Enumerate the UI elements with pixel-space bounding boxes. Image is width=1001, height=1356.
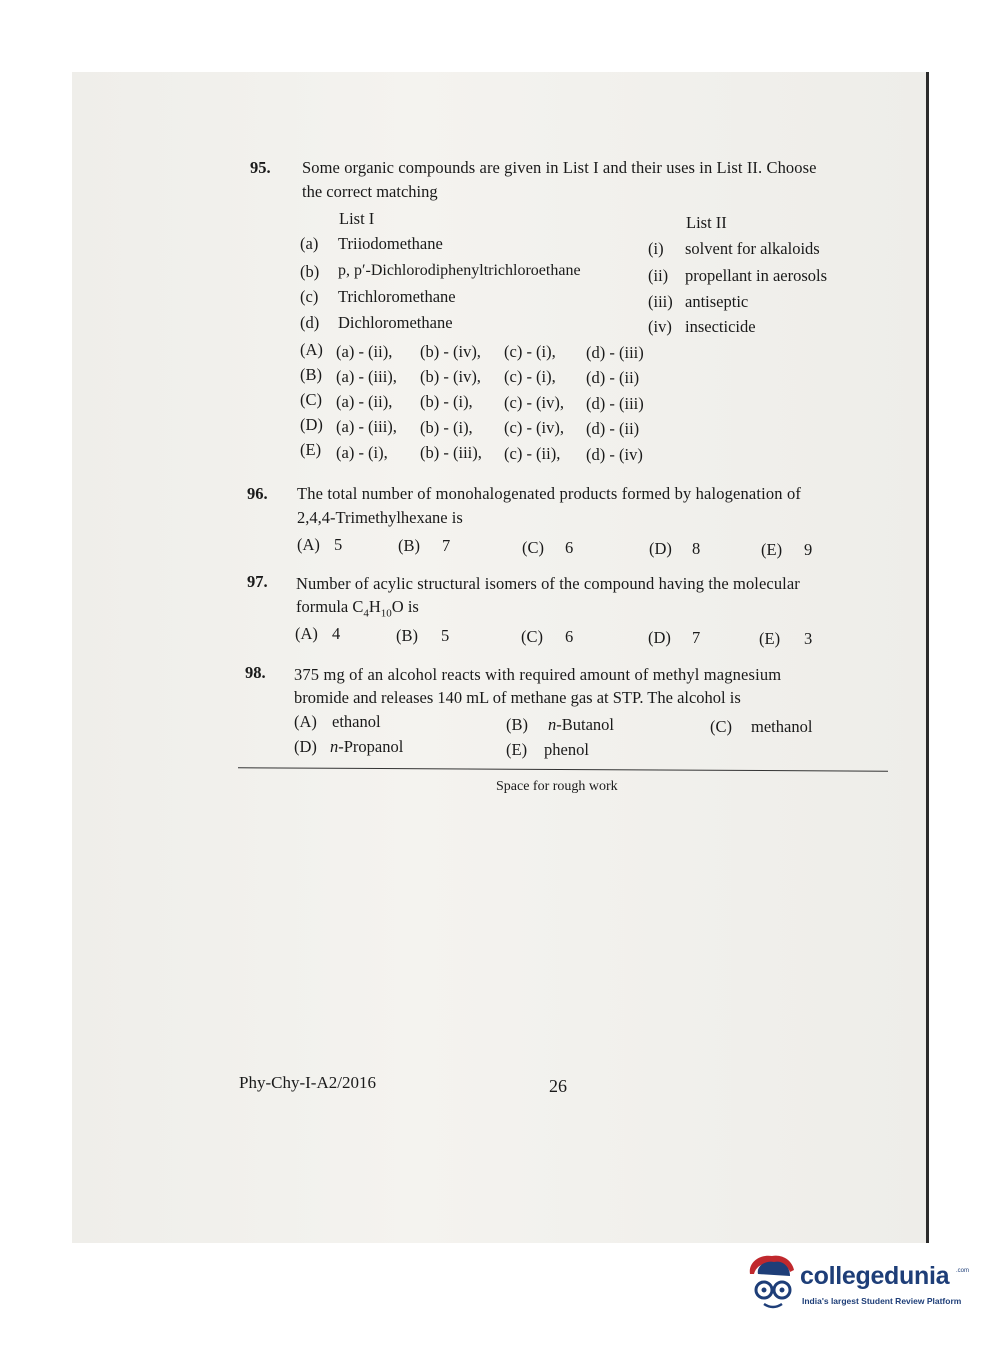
option-label: (E) — [506, 740, 528, 759]
option-pair: (c) - (iv), — [504, 418, 565, 437]
logo-wordmark: collegedunia — [800, 1262, 950, 1290]
option-value: ethanol — [332, 712, 381, 731]
option-pair: (b) - (iii), — [420, 443, 482, 462]
option-text: -Butanol — [556, 715, 614, 734]
option-pair: (c) - (i), — [504, 367, 556, 386]
question-number: 96. — [247, 484, 268, 503]
option-value: methanol — [751, 717, 813, 736]
option-value: phenol — [544, 740, 589, 759]
option-label: (E) — [759, 629, 781, 648]
question-text: 375 mg of an alcohol reacts with required amount of methyl magnesium — [294, 665, 782, 684]
option-label: (B) — [396, 626, 418, 645]
option-label: (A) — [300, 340, 323, 359]
option-label: (D) — [648, 628, 671, 647]
option-label: (C) — [710, 717, 732, 736]
option-pair: (b) - (i), — [420, 392, 473, 411]
option-pair: (b) - (iv), — [420, 342, 481, 361]
option-pair: (d) - (iii) — [586, 343, 644, 362]
list-item-text: Trichloromethane — [338, 287, 456, 306]
option-label: (E) — [300, 440, 322, 459]
option-value: 4 — [332, 624, 341, 643]
list-item-label: (a) — [300, 234, 319, 253]
formula-text: formula C — [296, 597, 364, 616]
option-value — [330, 737, 403, 757]
option-label: (E) — [761, 540, 783, 559]
option-value: 5 — [441, 626, 450, 645]
list-item-text: Dichloromethane — [338, 313, 453, 332]
option-label: (D) — [649, 539, 672, 558]
question-number: 97. — [247, 572, 268, 591]
rough-work-label: Space for rough work — [496, 779, 618, 794]
logo-tagline: India's largest Student Review Platform — [802, 1296, 962, 1306]
option-pair: (c) - (iv), — [504, 393, 565, 412]
list-item-label: (ii) — [648, 266, 669, 285]
formula-subscript: 4 — [363, 607, 369, 620]
formula-subscript: 10 — [380, 607, 392, 620]
option-text: -Propanol — [338, 737, 404, 756]
option-pair: (d) - (iii) — [586, 394, 644, 413]
option-pair: (b) - (iv), — [420, 367, 481, 386]
list-item-label: (iv) — [648, 317, 672, 336]
option-pair: (c) - (ii), — [504, 444, 561, 463]
collegedunia-logo — [744, 1252, 974, 1322]
logo-suffix: .com — [956, 1268, 970, 1274]
option-label: (C) — [300, 390, 322, 409]
question-text: the correct matching — [302, 182, 438, 201]
question-text: 2,4,4-Trimethylhexane is — [297, 508, 463, 527]
option-pair: (a) - (ii), — [336, 342, 393, 361]
option-pair: (d) - (ii) — [586, 368, 640, 387]
list-item-label: (b) — [300, 262, 320, 281]
formula-text: H — [368, 597, 381, 616]
list-item-text: antiseptic — [685, 292, 749, 311]
option-value: 6 — [565, 627, 574, 646]
option-label: (C) — [522, 538, 544, 557]
option-value: 7 — [692, 628, 701, 647]
option-pair: (d) - (ii) — [586, 419, 640, 438]
option-label: (A) — [294, 712, 317, 731]
list-item-text: insecticide — [685, 317, 756, 336]
option-pair: (a) - (iii), — [336, 417, 397, 436]
list-item-label: (iii) — [648, 292, 673, 311]
option-label: (D) — [294, 737, 317, 756]
formula-text: O is — [391, 597, 419, 616]
list-item-text: p, p′-Dichlorodiphenyltrichloroethane — [338, 262, 581, 279]
option-label: (A) — [297, 535, 320, 554]
question-text: bromide and releases 140 mL of methane gas at STP. The alcohol is — [294, 688, 741, 707]
question-text: Some organic compounds are given in List I and their uses in List II. Choose — [302, 158, 817, 177]
page-number: 26 — [549, 1076, 567, 1096]
list-item-text: propellant in aerosols — [685, 266, 828, 285]
list-heading: List II — [686, 213, 727, 232]
option-value: 9 — [804, 540, 813, 559]
option-label: (C) — [521, 627, 543, 646]
list-item-label: (c) — [300, 287, 319, 306]
option-pair: (b) - (i), — [420, 418, 473, 437]
list-item-label: (d) — [300, 313, 320, 332]
option-value: 3 — [804, 629, 813, 648]
list-heading: List I — [339, 209, 375, 228]
option-label: (A) — [295, 624, 318, 643]
italic-prefix: n — [330, 737, 339, 756]
question-formula — [296, 597, 419, 619]
paper-code: Phy-Chy-I-A2/2016 — [239, 1073, 376, 1092]
option-pair: (a) - (ii), — [336, 392, 393, 411]
option-pair: (a) - (i), — [336, 443, 388, 462]
option-label: (B) — [506, 715, 528, 734]
option-pair: (a) - (iii), — [336, 367, 397, 386]
list-item-label: (i) — [648, 239, 664, 258]
option-value: 7 — [442, 536, 451, 555]
question-text: The total number of monohalogenated products formed by halogenation of — [297, 484, 801, 503]
option-label: (B) — [398, 536, 420, 555]
mascot-icon — [744, 1252, 802, 1318]
scanned-page — [72, 72, 929, 1243]
question-number: 95. — [250, 158, 271, 177]
list-item-text: Triiodomethane — [338, 234, 443, 253]
option-value: 8 — [692, 539, 701, 558]
option-pair: (c) - (i), — [504, 342, 556, 361]
list-item-text: solvent for alkaloids — [685, 239, 820, 258]
option-value: 6 — [565, 538, 574, 557]
question-text: Number of acylic structural isomers of the compound having the molecular — [296, 574, 800, 593]
question-number: 98. — [245, 663, 266, 682]
option-value — [548, 715, 614, 735]
option-label: (B) — [300, 365, 322, 384]
option-pair: (d) - (iv) — [586, 445, 643, 464]
option-label: (D) — [300, 415, 323, 434]
italic-prefix: n — [548, 715, 557, 734]
option-value: 5 — [334, 535, 343, 554]
